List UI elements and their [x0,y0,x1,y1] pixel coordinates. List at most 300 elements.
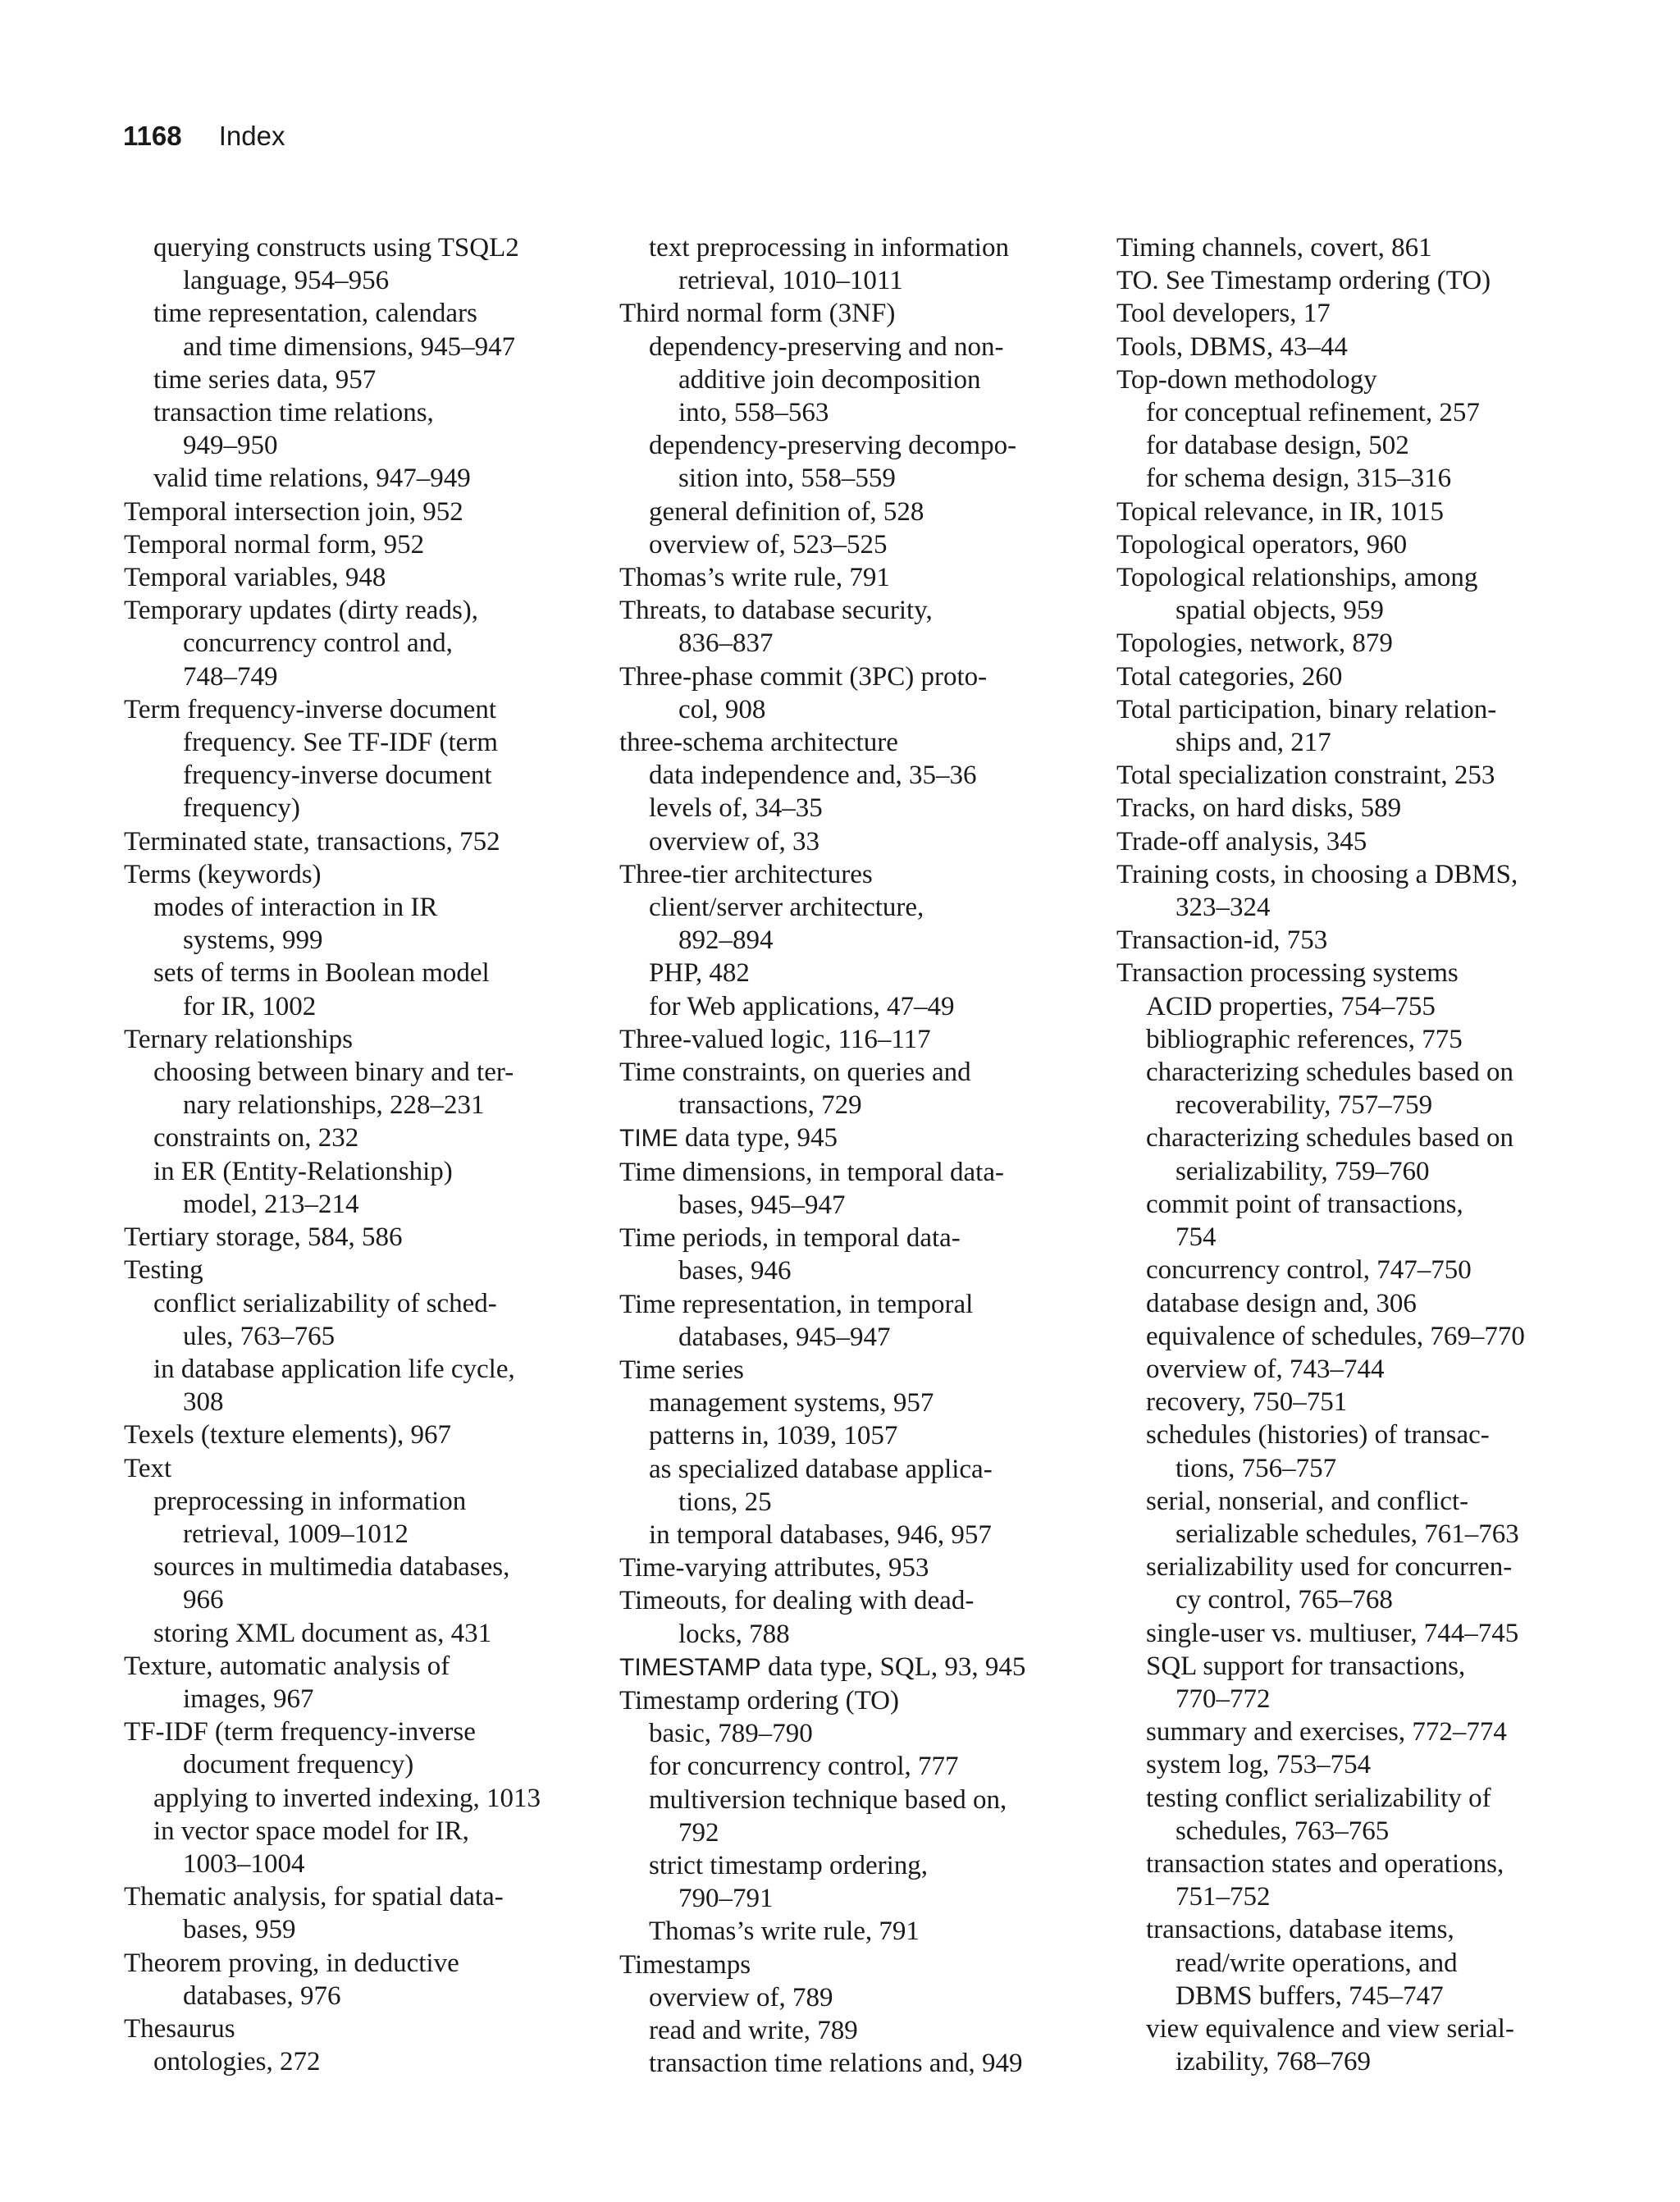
index-line-text: transactions, database items, [1146,1915,1454,1945]
index-line-text: equivalence of schedules, 769–770 [1146,1321,1525,1351]
index-line [619,1156,1087,1189]
index-entry [1116,331,1584,363]
index-line-text: frequency. See TF-IDF (term [183,728,498,758]
index-line [619,594,1087,627]
index-line-text: database design and, 306 [1146,1288,1417,1318]
index-line [124,429,591,462]
index-subentry [1116,1287,1584,1320]
index-line-text: ontologies, 272 [153,2047,321,2077]
index-line [619,990,1087,1023]
index-line [1116,726,1584,759]
index-line [619,2047,1087,2080]
index-line [124,627,591,660]
index-line [1116,396,1584,429]
index-line [124,1551,591,1583]
index-line-text: overview of, 523–525 [649,529,888,560]
index-line [1116,429,1584,462]
index-line [619,1915,1087,1948]
index-line [1116,1320,1584,1353]
index-subentry [1116,1913,1584,2012]
index-entry [124,1023,591,1056]
index-subentry [619,528,1087,561]
index-subentry [1116,1254,1584,1286]
index-line-text: schedules, 763–765 [1176,1816,1390,1846]
index-line-text: Tertiary storage, 584, 586 [124,1222,403,1253]
index-line [619,1486,1087,1519]
index-line-text: three-schema architecture [619,728,898,758]
index-line [1116,1353,1584,1386]
index-entry [124,2012,591,2045]
index-line [619,1419,1087,1452]
index-line [124,1650,591,1683]
index-line [1116,1551,1584,1583]
index-subentry [1116,429,1584,462]
index-entry [124,1715,591,1781]
index-line-text: Thomas’s write rule, 791 [649,1916,920,1947]
index-subentry [1116,1748,1584,1781]
index-line [124,561,591,594]
index-line-text: preprocessing in information [153,1486,467,1516]
index-line [1116,1056,1584,1089]
index-line [619,858,1087,891]
index-subentry [124,1485,591,1551]
index-line-text: serializable schedules, 761–763 [1176,1519,1519,1549]
index-line [619,1453,1087,1486]
index-line-text: ules, 763–765 [183,1321,336,1351]
index-subentry [1116,396,1584,429]
index-line [619,264,1087,297]
index-subentry [619,1849,1087,1915]
index-line [1116,1188,1584,1221]
index-line-text: Terms (keywords) [124,859,322,889]
index-subentry [619,1915,1087,1948]
index-line-text: read and write, 789 [649,2015,858,2045]
index-subentry [619,825,1087,858]
index-line-text: language, 954–956 [183,266,390,296]
index-subentry [619,1981,1087,2014]
index-line-text: cy control, 765–768 [1176,1585,1393,1615]
index-line [124,594,591,627]
index-subentry [1116,1848,1584,1913]
index-line-text: 892–894 [678,925,774,956]
index-subentry [1116,1353,1584,1386]
index-subentry [619,429,1087,495]
index-subentry [619,1419,1087,1452]
index-line [619,462,1087,495]
index-subentry [1116,462,1584,495]
index-line [124,1188,591,1221]
index-line-text: spatial objects, 959 [1176,596,1384,626]
index-line [1116,1155,1584,1188]
index-entry [619,1684,1087,1717]
index-line-text: for schema design, 315–316 [1146,464,1452,494]
index-line-text: document frequency) [183,1750,414,1780]
index-entry [124,1419,591,1451]
index-line [1116,1980,1584,2012]
index-line [124,1617,591,1650]
index-line-text: valid time relations, 947–949 [153,464,471,494]
index-line [1116,1815,1584,1848]
index-line-text: Total specialization constraint, 253 [1116,761,1495,791]
index-subentry [619,1784,1087,1849]
index-line [124,331,591,363]
index-subentry [619,1717,1087,1750]
index-line [124,264,591,297]
index-line-text: Temporary updates (dirty reads), [124,596,479,626]
index-line-text: Threats, to database security, [619,596,933,626]
index-line-text: in vector space model for IR, [153,1816,469,1846]
index-line [1116,759,1584,792]
index-line [1116,363,1584,396]
index-entry [1116,858,1584,924]
index-entry [619,1584,1087,1650]
index-line-text: Texture, automatic analysis of [124,1651,450,1681]
index-entry [619,726,1087,759]
index-line-text: ships and, 217 [1176,728,1331,758]
index-line [1116,858,1584,891]
index-line [1116,1748,1584,1781]
index-column-1 [124,231,591,2078]
index-line [124,1947,591,1980]
index-line [619,1618,1087,1651]
index-line [124,396,591,429]
index-entry [124,825,591,858]
index-line [619,1717,1087,1750]
index-line-text: transaction time relations and, 949 [649,2049,1023,2079]
index-line-text: 790–791 [678,1884,774,1914]
index-line [124,1518,591,1551]
index-line [619,1189,1087,1222]
index-line [619,1519,1087,1551]
index-entry [1116,627,1584,660]
index-line [124,1221,591,1254]
index-entry [619,1948,1087,1981]
index-subentry [1116,2012,1584,2078]
index-subentry [1116,1715,1584,1748]
index-line [619,1254,1087,1287]
index-line-text: izability, 768–769 [1176,2047,1371,2077]
index-line-text: Time dimensions, in temporal data- [619,1157,1004,1187]
index-subentry [619,759,1087,792]
index-entry [1116,825,1584,858]
index-entry [619,1222,1087,1287]
sql-keyword: TIMESTAMP [619,1653,761,1681]
index-entry [1116,792,1584,825]
index-line [619,825,1087,858]
index-line-text: Training costs, in choosing a DBMS, [1116,859,1518,889]
index-line [619,297,1087,330]
index-entry [124,1254,591,1286]
index-line [619,1023,1087,1056]
index-line-text: Texels (texture elements), 967 [124,1420,452,1450]
index-line [124,924,591,957]
index-entry [1116,496,1584,528]
index-entry [1116,363,1584,396]
index-entry [619,594,1087,660]
index-line [619,1948,1087,1981]
index-line [124,1485,591,1518]
index-line [619,1089,1087,1122]
index-line-text: Timestamp ordering (TO) [619,1685,899,1715]
index-subentry [619,2047,1087,2080]
index-line-text: ACID properties, 754–755 [1146,991,1436,1021]
index-line [1116,1617,1584,1650]
index-line [619,1354,1087,1387]
section-title: Index [218,121,285,151]
index-subentry [619,1519,1087,1551]
index-line [1116,1221,1584,1254]
index-line [124,1815,591,1848]
index-line [1116,1287,1584,1320]
index-line-text: management systems, 957 [649,1388,934,1419]
index-subentry [124,396,591,462]
index-subentry [619,496,1087,528]
index-line [1116,1122,1584,1154]
index-line-text: DBMS buffers, 745–747 [1176,1980,1444,2011]
index-entry [619,1288,1087,1354]
index-subentry [1116,1650,1584,1715]
index-line [124,1782,591,1815]
index-line [619,1981,1087,2014]
index-line-text: Thomas’s write rule, 791 [619,563,890,593]
index-line-text: 308 [183,1387,224,1418]
index-line-text: in database application life cycle, [153,1354,515,1384]
index-line-text: bases, 946 [678,1256,792,1286]
index-line [124,1254,591,1286]
index-line-text: Testing [124,1255,203,1286]
index-subentry [1116,1485,1584,1551]
index-line-text: databases, 976 [183,1980,341,2011]
index-line [1116,1518,1584,1551]
index-line-text: Timestamps [619,1949,751,1980]
index-line-text: Time representation, in temporal [619,1289,974,1319]
index-line [619,1288,1087,1321]
index-line-text: Three-tier architectures [619,859,873,889]
index-line [124,1386,591,1419]
index-line [619,1584,1087,1617]
index-line [1116,1583,1584,1616]
index-line [1116,528,1584,561]
index-entry [1116,693,1584,759]
index-subentry [619,990,1087,1023]
index-line [124,1748,591,1781]
index-line [619,1816,1087,1849]
index-line [124,693,591,726]
index-line-text: patterns in, 1039, 1057 [649,1421,898,1451]
index-entry [619,1023,1087,1056]
index-line [124,825,591,858]
index-line-text: applying to inverted indexing, 1013 [153,1783,541,1813]
index-line-text: Topological operators, 960 [1116,529,1408,560]
index-line-text: conflict serializability of sched- [153,1288,497,1318]
index-line-text: sition into, 558–559 [678,464,896,494]
index-line-text: Temporal variables, 948 [124,563,386,593]
index-line [619,1784,1087,1816]
index-line [619,1882,1087,1915]
index-line-text: additive join decomposition [678,364,981,395]
index-entry [619,1122,1087,1155]
index-line-text: transactions, 729 [678,1090,862,1121]
index-line-text: data type, 945 [678,1123,838,1154]
index-subentry [1116,1122,1584,1187]
index-line [124,231,591,264]
index-line [1116,1089,1584,1122]
index-line [619,1651,1087,1684]
index-line [1116,1782,1584,1815]
index-line-text: Term frequency-inverse document [124,694,496,724]
index-line [619,528,1087,561]
index-entry [619,1156,1087,1222]
index-entry [1116,231,1584,264]
index-line-text: col, 908 [678,694,766,724]
index-line [124,1287,591,1320]
index-line [1116,1947,1584,1980]
index-line [1116,1386,1584,1419]
index-line [1116,1452,1584,1485]
index-line-text: Trade-off analysis, 345 [1116,826,1367,857]
index-line-text: levels of, 34–35 [649,793,823,824]
index-line [619,1387,1087,1419]
index-entry [124,1221,591,1254]
index-line [1116,693,1584,726]
index-subentry [124,891,591,957]
index-column-2 [619,231,1087,2080]
index-subentry [619,331,1087,430]
index-line-text: multiversion technique based on, [649,1784,1007,1815]
index-line [124,1880,591,1913]
index-line-text: 748–749 [183,661,278,692]
index-line-text: Transaction processing systems [1116,958,1459,989]
index-line [619,429,1087,462]
index-line-text: frequency) [183,793,300,824]
index-entry [124,561,591,594]
index-line [124,792,591,825]
index-line-text: 949–950 [183,431,278,461]
index-entry [619,660,1087,726]
index-entry [619,1056,1087,1122]
index-line-text: tions, 25 [678,1487,772,1517]
index-line-text: Transaction-id, 753 [1116,925,1328,956]
index-subentry [619,891,1087,957]
index-line [619,1849,1087,1882]
index-line [124,759,591,792]
index-line [1116,792,1584,825]
index-line-text: Terminated state, transactions, 752 [124,826,500,857]
index-line-text: tions, 756–757 [1176,1453,1337,1483]
index-line-text: retrieval, 1010–1011 [678,266,903,296]
index-line [1116,1254,1584,1286]
index-subentry [619,1453,1087,1519]
index-line [1116,594,1584,627]
index-line [1116,990,1584,1023]
index-line-text: SQL support for transactions, [1146,1651,1466,1681]
index-line-text: for IR, 1002 [183,991,317,1021]
index-line [1116,825,1584,858]
index-line [124,957,591,989]
index-line-text: PHP, 482 [649,958,750,989]
running-head [123,120,285,153]
index-line [1116,331,1584,363]
index-line [124,1980,591,2012]
index-line [1116,2012,1584,2045]
index-line [1116,957,1584,989]
index-subentry [1116,1023,1584,1056]
index-line [619,726,1087,759]
index-entry [124,594,591,693]
index-line-text: Text [124,1453,172,1483]
index-line-text: read/write operations, and [1176,1948,1458,1978]
index-line-text: characterizing schedules based on [1146,1058,1514,1088]
index-line-text: Temporal intersection join, 952 [124,496,463,527]
index-subentry [619,1750,1087,1783]
index-line-text: Time-varying attributes, 953 [619,1553,929,1583]
index-line [1116,1683,1584,1715]
index-line-text: storing XML document as, 431 [153,1618,492,1648]
index-subentry [1116,1617,1584,1650]
index-line-text: for Web applications, 47–49 [649,991,955,1021]
index-subentry [124,1617,591,1650]
index-line-text: systems, 999 [183,925,323,956]
index-line [124,1353,591,1386]
index-line-text: Topical relevance, in IR, 1015 [1116,496,1445,527]
index-line [619,1122,1087,1155]
index-entry [619,858,1087,891]
index-entry [124,1947,591,2012]
index-line-text: 754 [1176,1222,1217,1253]
index-line [619,924,1087,957]
index-entry [124,1650,591,1715]
index-line [124,1155,591,1188]
index-line [1116,1913,1584,1946]
index-subentry [124,1815,591,1880]
index-line-text: sources in multimedia databases, [153,1552,510,1583]
index-entry [124,1452,591,1485]
index-line-text: Temporal normal form, 952 [124,529,425,560]
index-line [619,627,1087,660]
index-line [124,528,591,561]
index-entry [1116,660,1584,693]
index-column-3 [1116,231,1584,2078]
index-line-text: Timeouts, for dealing with dead- [619,1586,975,1616]
index-line-text: Thematic analysis, for spatial data- [124,1882,504,1912]
index-subentry [1116,1056,1584,1122]
index-line [619,331,1087,363]
index-line-text: text preprocessing in information [649,233,1009,263]
index-line [1116,1715,1584,1748]
index-entry [619,1651,1087,1684]
index-line [1116,1880,1584,1913]
index-entry [619,1551,1087,1584]
index-line [1116,264,1584,297]
sql-keyword: TIME [619,1125,678,1153]
index-line [124,1848,591,1880]
index-subentry [124,1056,591,1122]
index-subentry [1116,1188,1584,1254]
index-line [1116,1485,1584,1518]
index-line [124,1089,591,1122]
index-line [1116,231,1584,264]
index-line-text: frequency-inverse document [183,761,492,791]
index-line-text: Ternary relationships [124,1024,354,1054]
index-line-text: system log, 753–754 [1146,1750,1372,1780]
index-line [1116,1650,1584,1683]
index-entry [124,1880,591,1946]
index-line [124,2012,591,2045]
index-line-text: 1003–1004 [183,1848,305,1879]
index-subentry [619,957,1087,989]
index-line [124,363,591,396]
index-entry [124,496,591,528]
